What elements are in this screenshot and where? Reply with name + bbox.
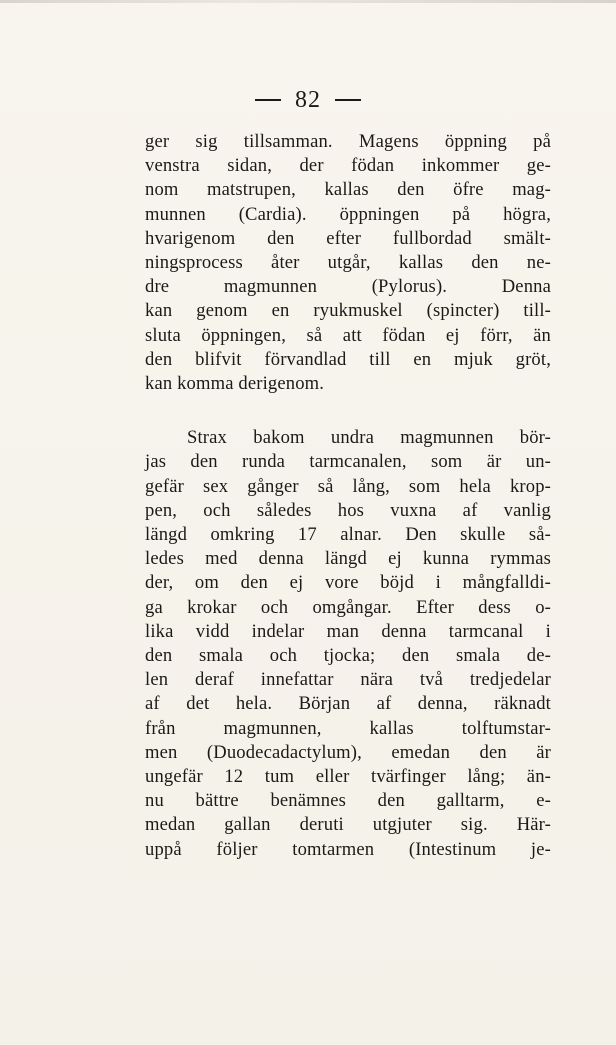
text-line: nu bättre benämnes den galltarm, e- xyxy=(145,790,551,812)
text-line: den blifvit förvandlad till en mjuk gröt, xyxy=(145,348,551,370)
text-line: ningsprocess åter utgår, kallas den ne- xyxy=(145,252,551,274)
header-dash-right xyxy=(335,99,361,101)
text-line: ledes med denna längd ej kunna rymmas xyxy=(145,548,551,570)
text-line: men (Duodecadactylum), emedan den är xyxy=(145,741,551,763)
text-line: nom matstrupen, kallas den öfre mag- xyxy=(145,179,551,201)
paragraph-1 xyxy=(145,130,551,396)
text-line: uppå följer tomtarmen (Intestinum je- xyxy=(145,838,551,860)
header-dash-left xyxy=(255,99,281,101)
text-line: pen, och således hos vuxna af vanlig xyxy=(145,499,551,521)
text-line: kan genom en ryukmuskel (spincter) till- xyxy=(145,300,551,322)
body-text xyxy=(145,130,551,862)
text-line: från magmunnen, kallas tolftumstar- xyxy=(145,717,551,739)
text-line: hvarigenom den efter fullbordad smält- xyxy=(145,227,551,249)
text-line: kan komma derigenom. xyxy=(145,373,325,395)
text-line: af det hela. Början af denna, räknadt xyxy=(145,693,551,715)
paragraph-2 xyxy=(145,426,551,862)
text-line: len deraf innefattar nära två tredjedelar xyxy=(145,669,551,691)
page-header xyxy=(0,87,616,114)
text-line: ungefär 12 tum eller tvärfinger lång; än- xyxy=(145,766,551,788)
text-line: lika vidd indelar man denna tarmcanal i xyxy=(145,620,551,642)
page-top-edge xyxy=(0,0,616,3)
paragraph-gap xyxy=(145,396,551,426)
text-line: Strax bakom undra magmunnen bör- xyxy=(187,427,551,449)
text-line: sluta öppningen, så att födan ej förr, än xyxy=(145,324,551,346)
text-line: jas den runda tarmcanalen, som är un- xyxy=(145,451,551,473)
text-line: ga krokar och omgångar. Efter dess o- xyxy=(145,596,551,618)
text-line: den smala och tjocka; den smala de- xyxy=(145,645,551,667)
text-line: gefär sex gånger så lång, som hela krop- xyxy=(145,475,551,497)
text-line: dre magmunnen (Pylorus). Denna xyxy=(145,276,551,298)
text-line: ger sig tillsamman. Magens öppning på xyxy=(145,131,551,152)
text-line: der, om den ej vore böjd i mångfalldi- xyxy=(145,572,551,594)
text-line: venstra sidan, der födan inkommer ge- xyxy=(145,155,551,177)
text-line: munnen (Cardia). öppningen på högra, xyxy=(145,203,551,225)
text-line: medan gallan deruti utgjuter sig. Här- xyxy=(145,814,551,836)
page-number: 82 xyxy=(295,87,321,113)
text-line: längd omkring 17 alnar. Den skulle så- xyxy=(145,524,551,546)
